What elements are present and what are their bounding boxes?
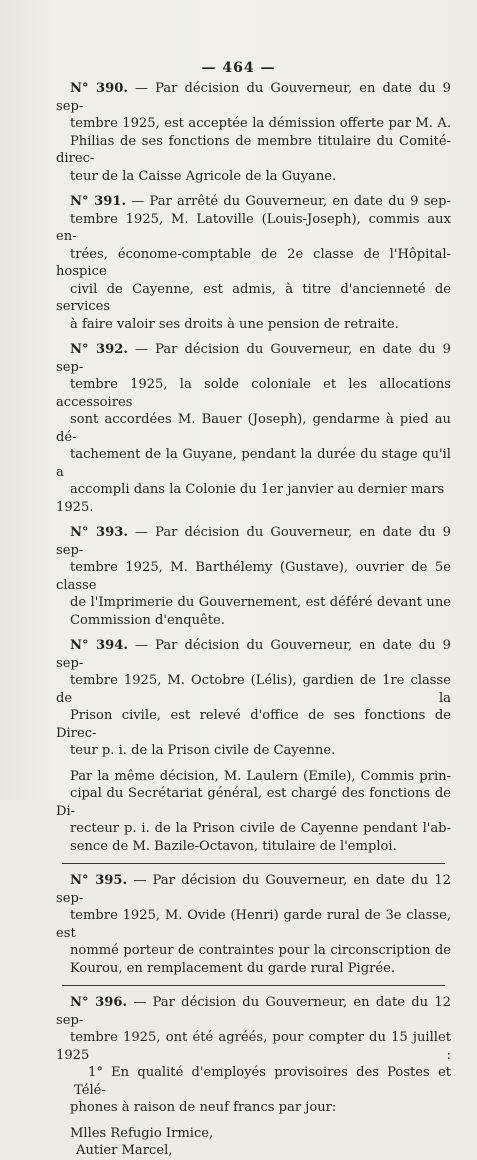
divider <box>62 985 445 986</box>
divider <box>62 863 445 864</box>
page-number: — 464 — <box>201 60 276 76</box>
entry-390: N° 390. — Par décision du Gouverneur, en date du 9 sep- tembre 1925, est acceptée la démission offerte par M. A. Philias de ses fonctions de membre titulaire du Comité-direc- teur de la Caisse Agricole de la Guyane. <box>56 81 452 184</box>
entry-391: N° 391. — Par arrêté du Gouverneur, en date du 9 sep- tembre 1925, M. Latoville (Louis-Joseph), commis aux en- trées, économe-comptable de 2e classe de l'Hôpital-hospice civil de Cayenne, est admis, à titre d'ancienneté de services à faire valoir ses droits à une pension de retraite. <box>56 194 451 332</box>
document-body <box>56 80 451 1160</box>
name-entry: Mlles Refugio Irmice, <box>70 1125 214 1141</box>
entry-number: N° 392. <box>70 342 128 357</box>
entry-396: N° 396. — Par décision du Gouverneur, en date du 12 sep- tembre 1925, ont été agréés, pour compter du 15 juillet 1925 : 1° En qualité d'employés provisoires des Postes et Télé- phones à raison de neuf francs par jour: <box>56 995 451 1115</box>
names-list <box>56 1125 451 1160</box>
entry-392: N° 392. — Par décision du Gouverneur, en date du 9 sep- tembre 1925, la solde coloniale et les allocations accessoires sont accordées M. Bauer (Joseph), gendarme à pied au dé- tachement de la Guyane, pendant la durée du stage qu'il a accompli dans la Colonie du 1er janvier au dernier mars 1925. <box>56 342 452 515</box>
entry-number: N° 390. <box>70 81 128 96</box>
name-entry: Autier Marcel, <box>76 1143 173 1158</box>
entry-394: N° 394. — Par décision du Gouverneur, en date du 9 sep- tembre 1925, M. Octobre (Lélis), gardien de 1re classe de la Prison civile, est relevé d'office de ses fonctions de Direc- teur p. i. de la Prison civile de Cayenne. <box>56 638 452 758</box>
entry-number: N° 393. <box>70 525 128 540</box>
entry-number: N° 396. <box>70 995 128 1010</box>
entry-393: N° 393. — Par décision du Gouverneur, en date du 9 sep- tembre 1925, M. Barthélemy (Gustave), ouvrier de 5e classe de l'Imprimerie du Gouvernement, est déféré devant une Commission d'enquête. <box>56 525 452 628</box>
entry-395: N° 395. — Par décision du Gouverneur, en date du 12 sep- tembre 1925, M. Ovide (Henri) garde rural de 3e classe, est nommé porteur de contraintes pour la circonscription de Kourou, en remplacement du garde rural Pigrée. <box>56 873 451 976</box>
entry-number: N° 394. <box>70 638 128 653</box>
entry-number: N° 395. <box>70 873 128 888</box>
entry-394-continuation: Par la même décision, M. Laulern (Emile), Commis prin- cipal du Secrétariat général, est chargé des fonctions de Di- recteur p. i. de la Prison civile de Cayenne pendant l'ab- sence de M. Bazile-Octavon, titulaire de l'emploi. <box>56 768 451 854</box>
entry-number: N° 391. <box>70 194 127 209</box>
